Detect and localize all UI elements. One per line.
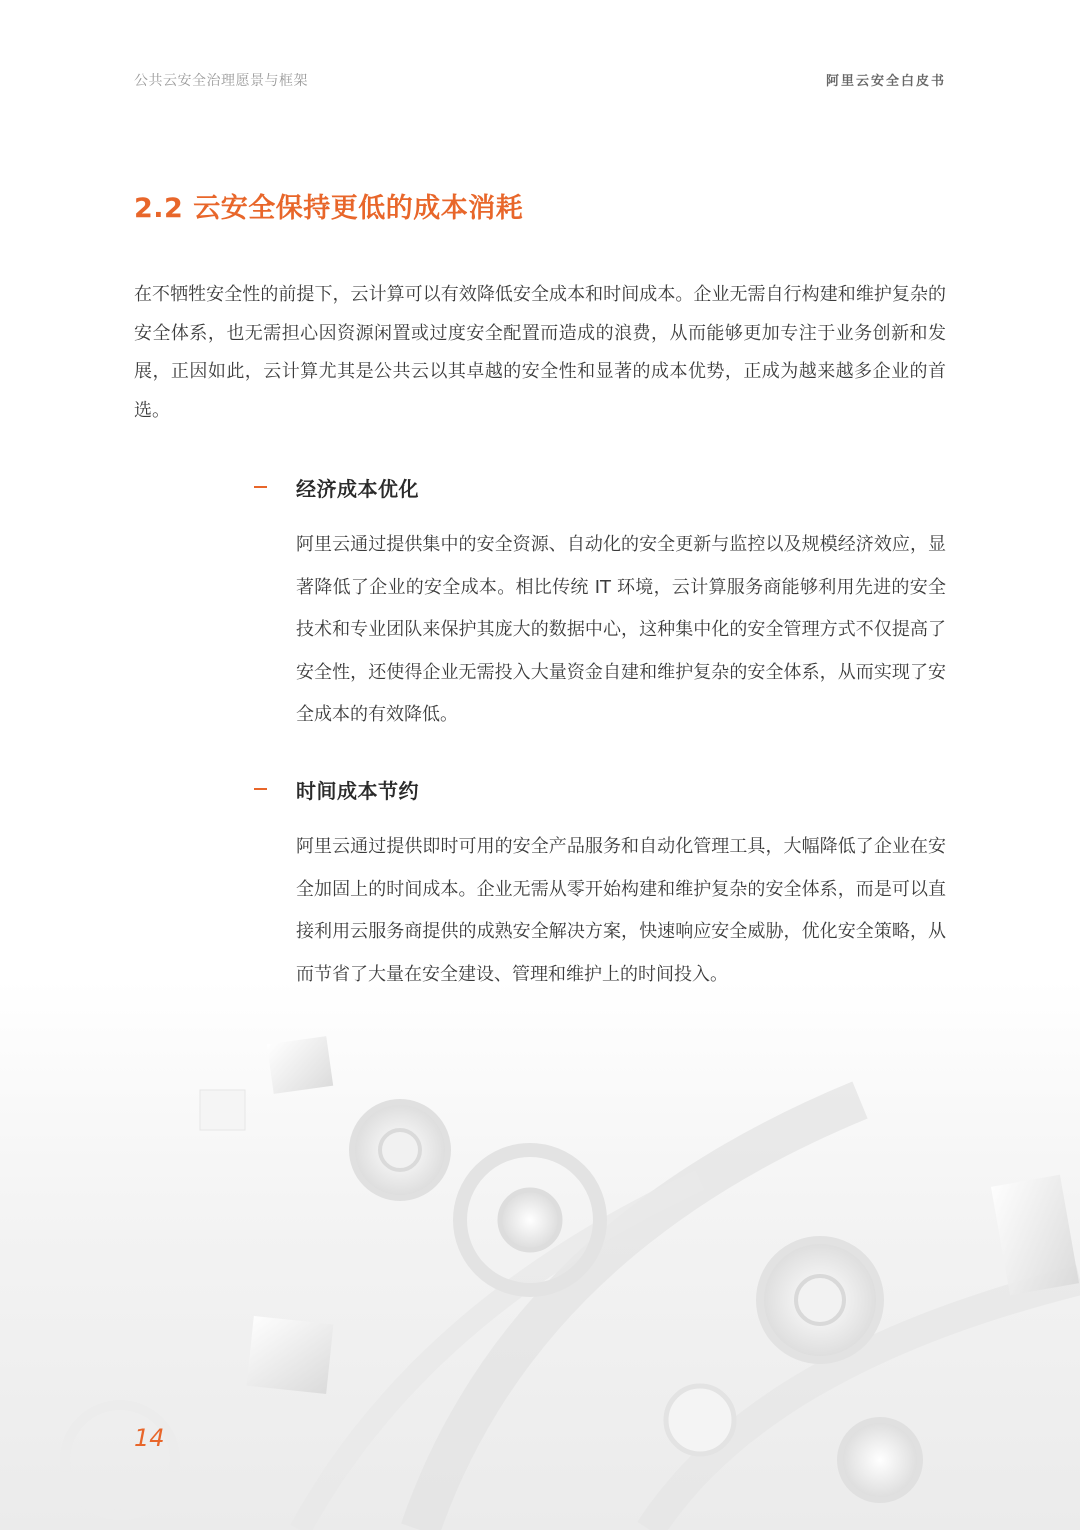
section-title: 2.2 云安全保持更低的成本消耗 [134, 193, 524, 224]
subsection-time-cost [254, 774, 954, 996]
dash-bullet-icon [254, 788, 267, 790]
running-header-right: 阿里云安全白皮书 [825, 74, 946, 89]
subsection-title: 时间成本节约 [296, 778, 419, 803]
subsection-title: 经济成本优化 [296, 476, 419, 501]
page-number: 14 [134, 1424, 165, 1452]
subsection-heading [254, 472, 954, 502]
intro-paragraph: 在不牺牲安全性的前提下，云计算可以有效降低安全成本和时间成本。企业无需自行构建和维护复杂的安全体系，也无需担心因资源闲置或过度安全配置而造成的浪费，从而能够更加专注于业务创新和发展，正因如此，云计算尤其是公共云以其卓越的安全性和显著的成本优势，正成为越来越多企业的首选。 [134, 284, 946, 421]
subsection-heading [254, 774, 954, 804]
subsection-body: 阿里云通过提供集中的安全资源、自动化的安全更新与监控以及规模经济效应，显著降低了企业的安全成本。相比传统 IT 环境，云计算服务商能够利用先进的安全技术和专业团队来保护其庞大的数据中心，这种集中化的安全管理方式不仅提高了安全性，还使得企业无需投入大量资金自建和维护复杂的安全体系，从而实现了安全成本的有效降低。 [296, 534, 946, 725]
dash-bullet-icon [254, 486, 267, 488]
subsection-body: 阿里云通过提供即时可用的安全产品服务和自动化管理工具，大幅降低了企业在安全加固上的时间成本。企业无需从零开始构建和维护复杂的安全体系，而是可以直接利用云服务商提供的成熟安全解决方案，快速响应安全威胁，优化安全策略，从而节省了大量在安全建设、管理和维护上的时间投入。 [296, 836, 946, 985]
subsection-economic-cost [254, 472, 954, 737]
running-header-left: 公共云安全治理愿景与框架 [134, 73, 308, 89]
